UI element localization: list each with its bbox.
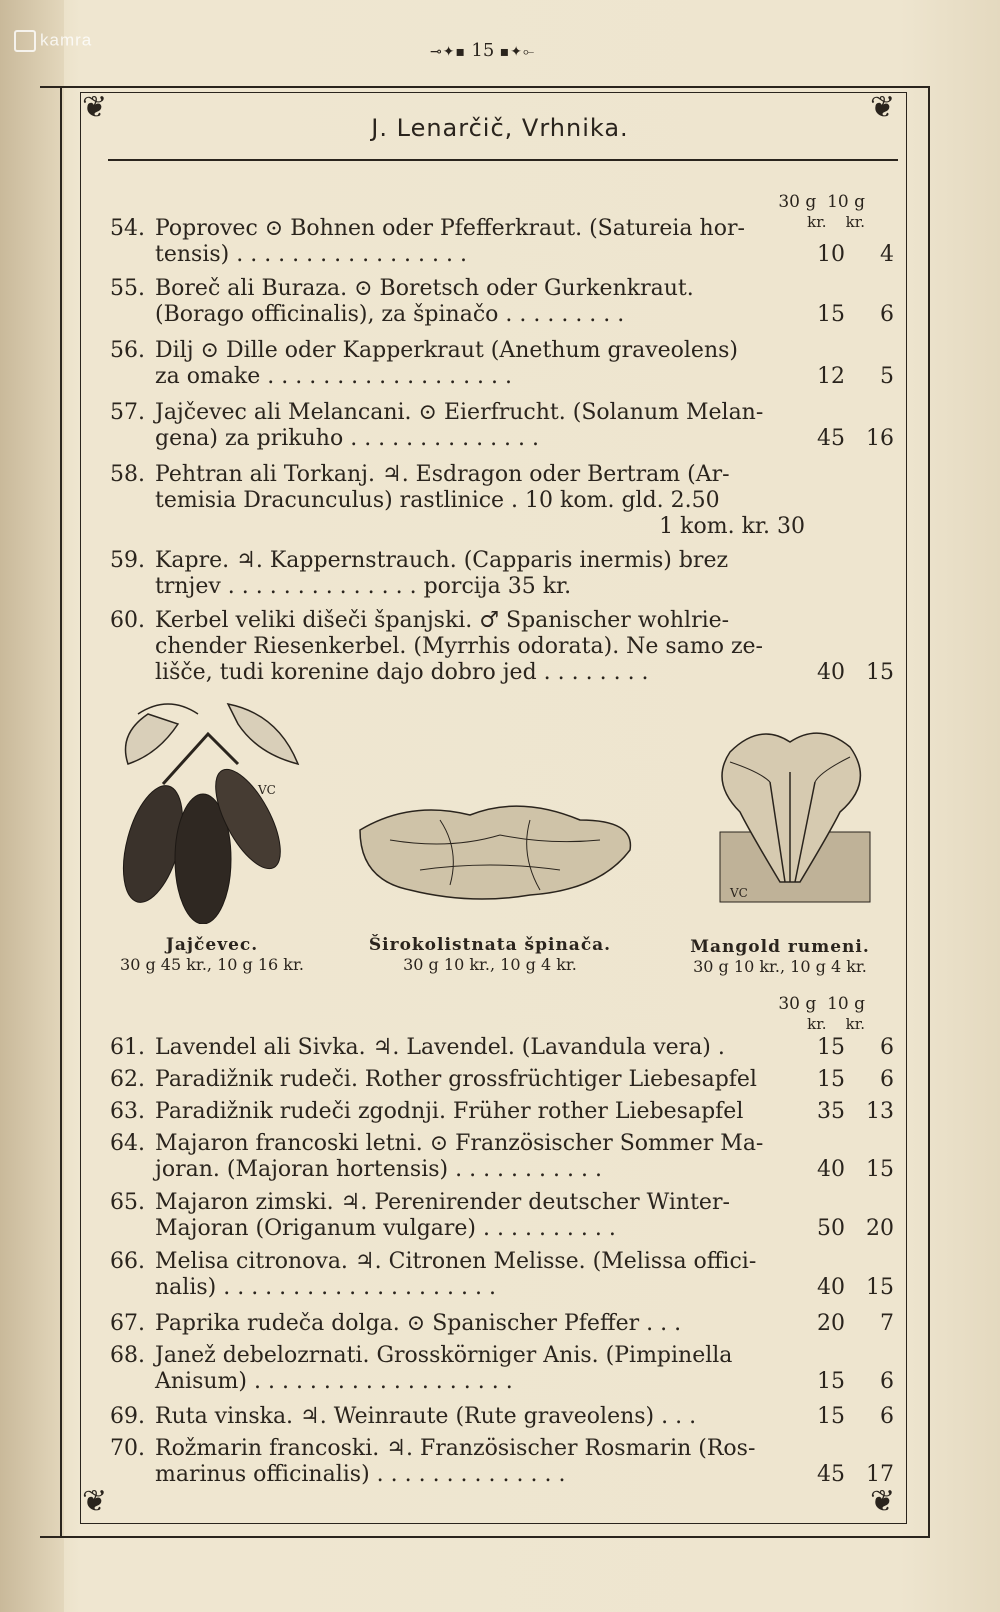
- watermark-text: kamra: [40, 30, 93, 50]
- watermark: [14, 30, 92, 52]
- col-unit: kr.: [807, 213, 827, 231]
- price-30g: 15: [817, 1369, 845, 1394]
- illustration-caption: [92, 935, 332, 974]
- item-line: (Borago officinalis), za špinačo . . . . . . . . .: [155, 302, 625, 327]
- item-number: 64.: [110, 1131, 145, 1156]
- item-number: 56.: [110, 338, 145, 363]
- col-weight-10: 10 g: [827, 192, 865, 212]
- ornament-left-icon: ⊸✦▪: [430, 44, 472, 60]
- item-line: temisia Dracunculus) rastlinice . 10 kom. gld. 2.50: [155, 488, 720, 513]
- item-line: Jajčevec ali Melancani. ⊙ Eierfrucht. (Solanum Melan-: [155, 400, 764, 425]
- svg-text:VC: VC: [730, 886, 748, 900]
- item-line: Paradižnik rudeči zgodnji. Früher rother Liebesapfel: [155, 1099, 744, 1124]
- corner-ornament-icon: ❦: [870, 90, 896, 125]
- corner-ornament-icon: ❦: [870, 1484, 896, 1519]
- price-30g: 50: [817, 1216, 845, 1241]
- price-10g: 16: [866, 426, 894, 451]
- price-30g: 15: [817, 1035, 845, 1060]
- item-line: Boreč ali Buraza. ⊙ Boretsch oder Gurkenkraut.: [155, 276, 694, 301]
- item-number: 55.: [110, 276, 145, 301]
- item-number: 70.: [110, 1436, 145, 1461]
- item-line: Pehtran ali Torkanj. ♃. Esdragon oder Bertram (Ar-: [155, 462, 730, 487]
- col-weight-30: 30 g: [778, 994, 817, 1014]
- corner-ornament-icon: ❦: [82, 90, 108, 125]
- item-line: za omake . . . . . . . . . . . . . . . . . .: [155, 364, 513, 389]
- price-10g: 6: [880, 302, 894, 327]
- item-line: trnjev . . . . . . . . . . . . . . porcija 35 kr.: [155, 574, 572, 599]
- page-number-text: 15: [471, 40, 495, 61]
- item-number: 59.: [110, 548, 145, 573]
- item-line: Kapre. ♃. Kappernstrauch. (Capparis inermis) brez: [155, 548, 729, 573]
- item-number: 68.: [110, 1343, 145, 1368]
- item-number: 54.: [110, 216, 145, 241]
- price-30g: 45: [817, 1462, 845, 1487]
- top-rule: [40, 86, 930, 88]
- price-10g: 15: [866, 1157, 894, 1182]
- col-weight-30: 30 g: [778, 192, 817, 212]
- item-line: 1 kom. kr. 30: [659, 514, 805, 539]
- item-line: gena) za prikuho . . . . . . . . . . . . . .: [155, 426, 540, 451]
- chard-illustration: [690, 722, 890, 922]
- caption-price: 30 g 10 kr., 10 g 4 kr.: [693, 957, 867, 976]
- item-line: Melisa citronova. ♃. Citronen Melisse. (Melissa offici-: [155, 1249, 757, 1274]
- ornament-right-icon: ▪✦⟜: [494, 44, 536, 60]
- item-number: 63.: [110, 1099, 145, 1124]
- price-10g: 15: [866, 660, 894, 685]
- caption-name: Jajčevec.: [165, 935, 259, 955]
- item-line: Paradižnik rudeči. Rother grossfrüchtiger Liebesapfel: [155, 1067, 757, 1092]
- item-line: Poprovec ⊙ Bohnen oder Pfefferkraut. (Satureia hor-: [155, 216, 745, 241]
- item-line: Anisum) . . . . . . . . . . . . . . . . . . .: [155, 1369, 513, 1394]
- item-line: Majaron zimski. ♃. Perenirender deutscher Winter-: [155, 1190, 730, 1215]
- item-line: Ruta vinska. ♃. Weinraute (Rute graveolens) . . .: [155, 1404, 697, 1429]
- item-number: 61.: [110, 1035, 145, 1060]
- eggplant-illustration: [108, 694, 308, 924]
- watermark-logo-icon: [14, 30, 36, 52]
- item-number: 62.: [110, 1067, 145, 1092]
- item-line: marinus officinalis) . . . . . . . . . . . . . .: [155, 1462, 566, 1487]
- item-number: 60.: [110, 608, 145, 633]
- item-number: 65.: [110, 1190, 145, 1215]
- price-10g: 7: [880, 1311, 894, 1336]
- item-number: 69.: [110, 1404, 145, 1429]
- price-10g: 6: [880, 1035, 894, 1060]
- price-30g: 10: [817, 242, 845, 267]
- price-10g: 17: [866, 1462, 894, 1487]
- caption-name: Mangold rumeni.: [690, 937, 870, 957]
- item-line: Janež debelozrnati. Grosskörniger Anis. (Pimpinella: [155, 1343, 733, 1368]
- col-weight-10: 10 g: [827, 994, 865, 1014]
- item-line: Lavendel ali Sivka. ♃. Lavendel. (Lavandula vera) .: [155, 1035, 725, 1060]
- price-10g: 4: [880, 242, 894, 267]
- price-30g: 15: [817, 1067, 845, 1092]
- item-line: Majaron francoski letni. ⊙ Französischer Sommer Ma-: [155, 1131, 764, 1156]
- price-10g: 5: [880, 364, 894, 389]
- item-line: Majoran (Origanum vulgare) . . . . . . . . . .: [155, 1216, 616, 1241]
- item-number: 66.: [110, 1249, 145, 1274]
- price-30g: 35: [817, 1099, 845, 1124]
- price-30g: 40: [817, 1157, 845, 1182]
- title-rule: [108, 159, 898, 161]
- item-number: 67.: [110, 1311, 145, 1336]
- price-10g: 13: [866, 1099, 894, 1124]
- page-number: [430, 40, 535, 61]
- price-10g: 6: [880, 1369, 894, 1394]
- price-30g: 12: [817, 364, 845, 389]
- item-line: Paprika rudeča dolga. ⊙ Spanischer Pfeffer . . .: [155, 1311, 682, 1336]
- corner-ornament-icon: ❦: [82, 1484, 108, 1519]
- price-10g: 6: [880, 1404, 894, 1429]
- illustration-caption: [355, 935, 625, 974]
- item-line: Kerbel veliki dišeči španjski. ♂ Spanischer wohlrie-: [155, 608, 730, 633]
- col-unit: kr.: [845, 1015, 865, 1033]
- price-10g: 6: [880, 1067, 894, 1092]
- price-10g: 20: [866, 1216, 894, 1241]
- price-30g: 45: [817, 426, 845, 451]
- caption-price: 30 g 45 kr., 10 g 16 kr.: [120, 955, 304, 974]
- book-spine: [0, 0, 64, 1612]
- caption-price: 30 g 10 kr., 10 g 4 kr.: [403, 955, 577, 974]
- illustration-caption: [650, 937, 910, 976]
- spinach-illustration: [350, 790, 640, 910]
- col-unit: kr.: [845, 213, 865, 231]
- col-unit: kr.: [807, 1015, 827, 1033]
- bottom-rule: [40, 1536, 930, 1538]
- item-line: Rožmarin francoski. ♃. Französischer Rosmarin (Ros-: [155, 1436, 756, 1461]
- column-head: [775, 994, 865, 1034]
- page-title: J. Lenarčič, Vrhnika.: [371, 114, 629, 142]
- price-30g: 40: [817, 1275, 845, 1300]
- price-30g: 40: [817, 660, 845, 685]
- caption-name: Širokolistnata špinača.: [368, 935, 612, 955]
- item-number: 58.: [110, 462, 145, 487]
- item-line: Dilj ⊙ Dille oder Kapperkraut (Anethum graveolens): [155, 338, 738, 363]
- item-line: joran. (Majoran hortensis) . . . . . . . . . . .: [155, 1157, 602, 1182]
- item-number: 57.: [110, 400, 145, 425]
- price-10g: 15: [866, 1275, 894, 1300]
- svg-text:VC: VC: [258, 783, 276, 797]
- item-line: chender Riesenkerbel. (Myrrhis odorata). Ne samo ze-: [155, 634, 763, 659]
- price-30g: 15: [817, 1404, 845, 1429]
- price-30g: 15: [817, 302, 845, 327]
- item-line: tensis) . . . . . . . . . . . . . . . . .: [155, 242, 467, 267]
- item-line: lišče, tudi korenine dajo dobro jed . . . . . . . .: [155, 660, 649, 685]
- price-30g: 20: [817, 1311, 845, 1336]
- item-line: nalis) . . . . . . . . . . . . . . . . . . . .: [155, 1275, 496, 1300]
